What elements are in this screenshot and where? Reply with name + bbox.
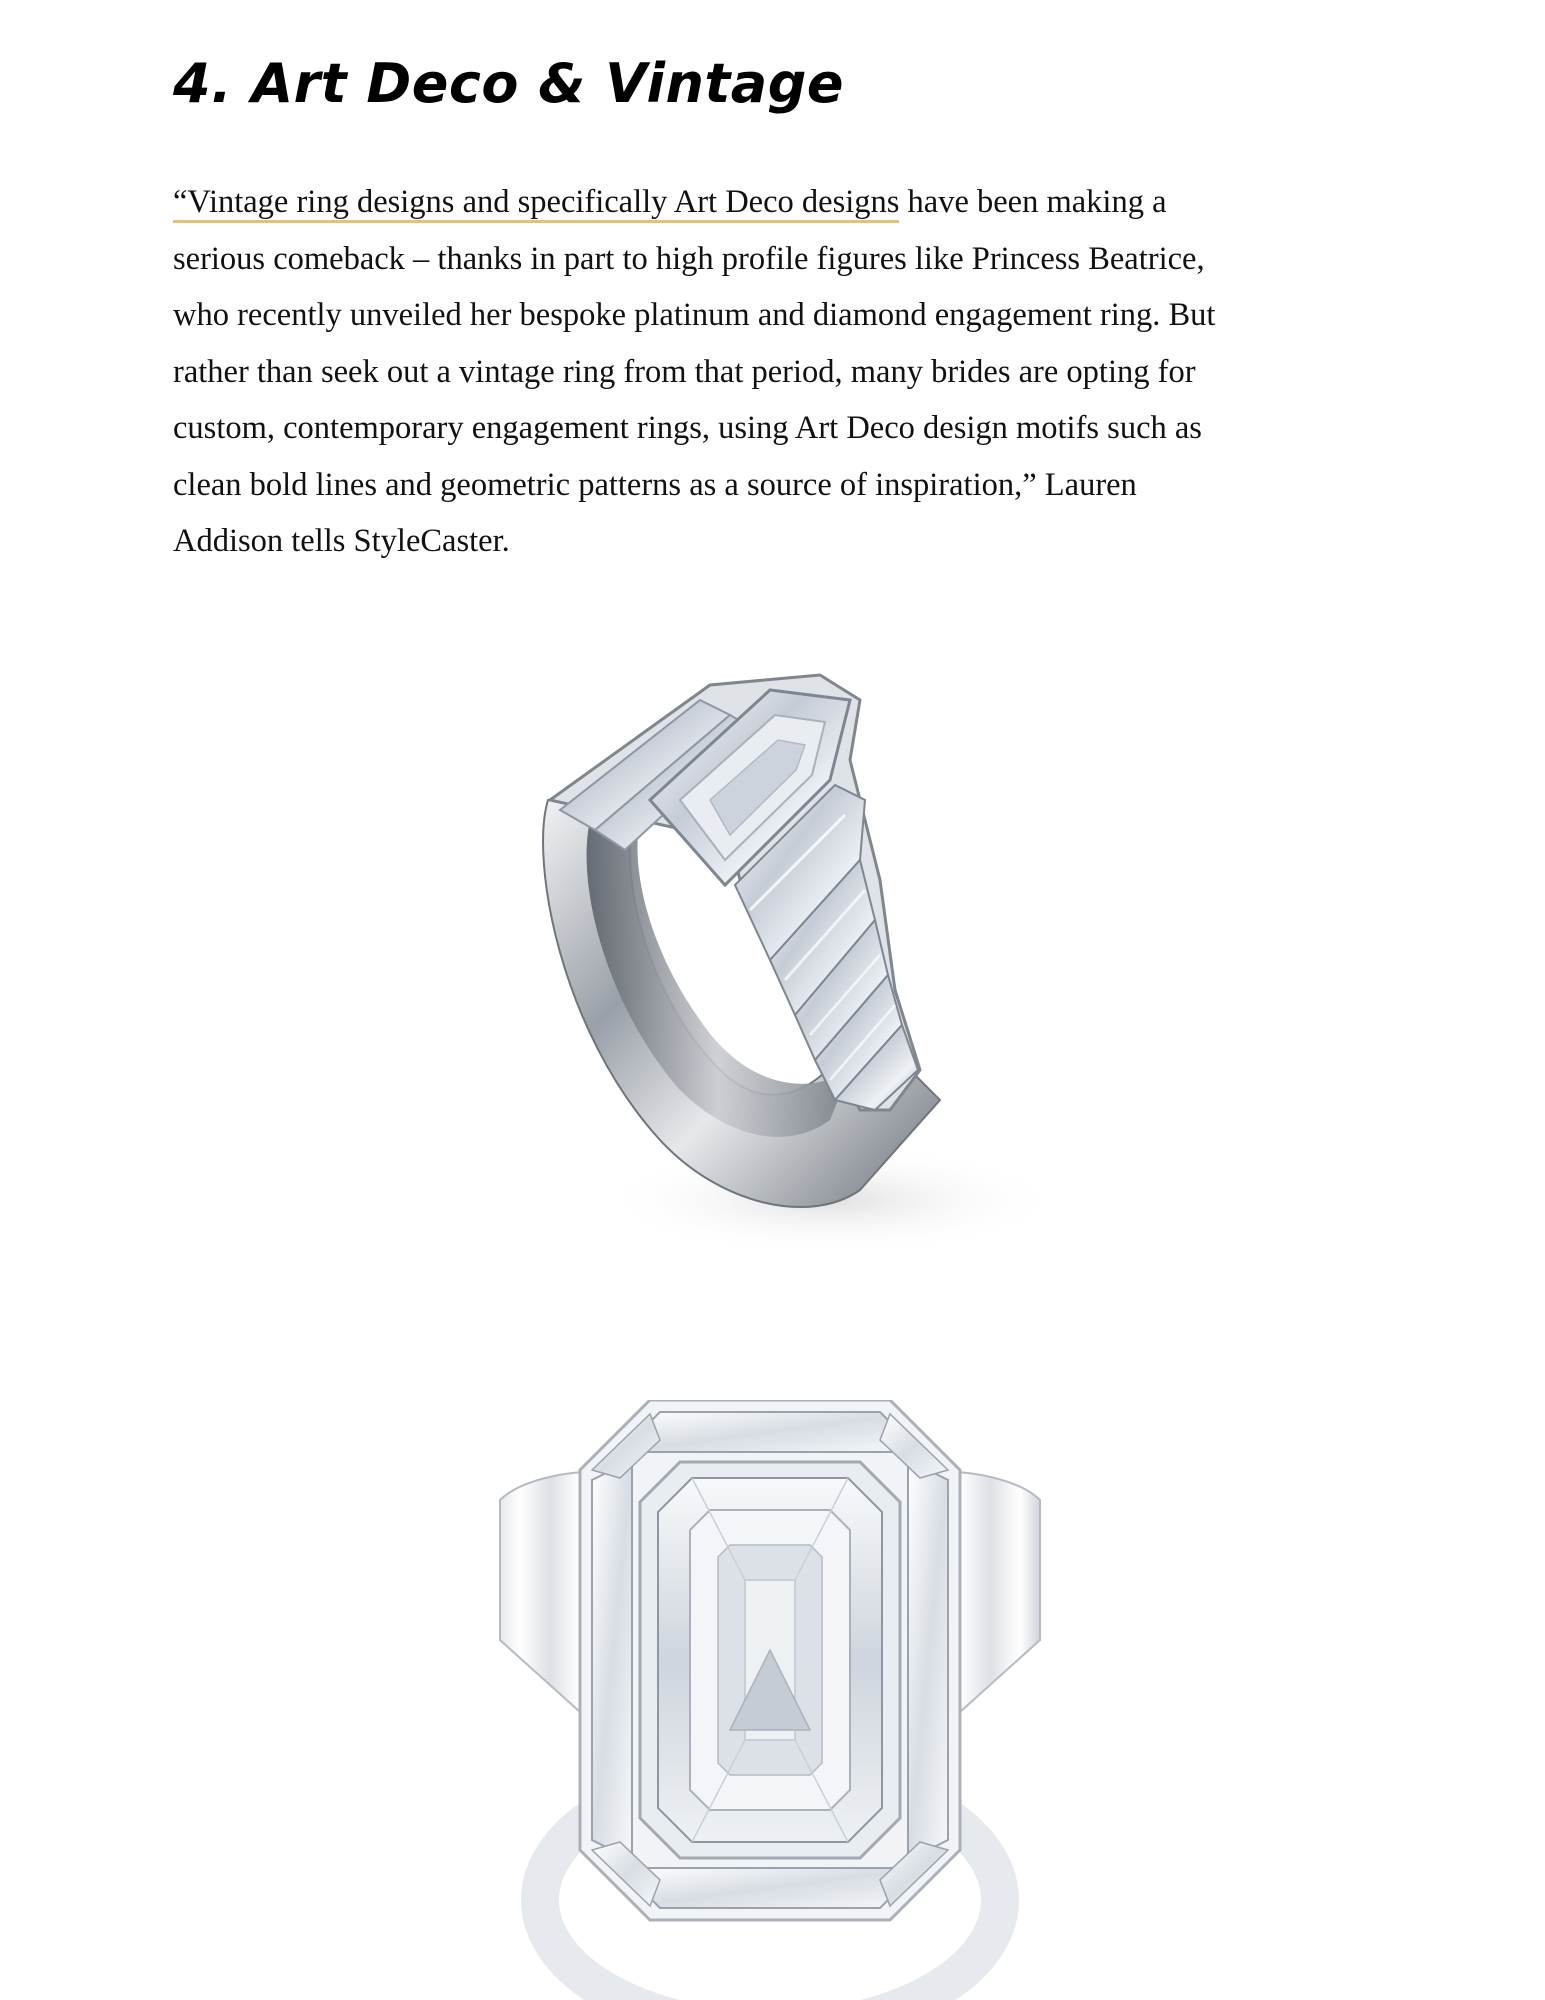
quote-line-6: clean bold lines and geometric patterns as a source of inspiration,” Lauren — [173, 466, 1137, 503]
quote-line-5: custom, contemporary engagement rings, using Art Deco design motifs such as — [173, 410, 1202, 446]
quote-line-7: Addison tells StyleCaster. — [173, 523, 510, 559]
quote-line-3: who recently unveiled her bespoke platinum and diamond engagement ring. But — [173, 297, 1216, 333]
emerald-cut-halo-ring-image — [480, 1400, 1060, 2000]
quote-line-1 — [173, 174, 1398, 231]
quote-line-2: serious comeback – thanks in part to high profile figures like Princess Beatrice, — [173, 240, 1205, 277]
vintage-designs-link[interactable]: “Vintage ring designs and specifically Art Deco designs — [173, 184, 899, 223]
article-quote — [173, 174, 1398, 570]
quote-line-1-text: have been making a — [899, 184, 1167, 220]
quote-line-4: rather than seek out a vintage ring from that period, many brides are opting for — [173, 353, 1196, 390]
section-heading: 4. Art Deco & Vintage — [173, 52, 844, 115]
baguette-diamond-band-ring-image — [530, 670, 1090, 1262]
